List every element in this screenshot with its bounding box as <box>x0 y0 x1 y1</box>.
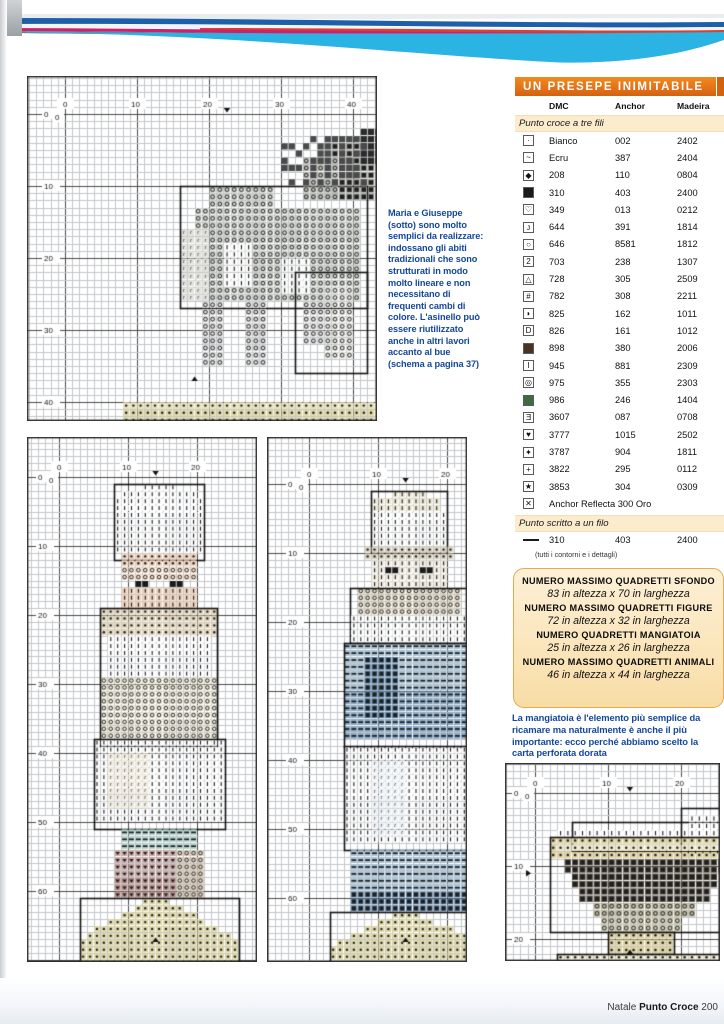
legend-row <box>515 340 724 357</box>
legend-dmc: 703 <box>549 256 565 267</box>
legend-madeira: 2509 <box>677 274 698 285</box>
footer-prefix: Natale <box>607 1002 640 1013</box>
legend-section-cross-stitch: Punto croce a tre fili <box>515 115 724 132</box>
legend-dmc: 975 <box>549 377 565 388</box>
count-value: 25 in altezza x 26 in larghezza <box>547 642 690 654</box>
legend-symbol-diamond-icon: ◆ <box>515 170 549 181</box>
legend-madeira: 1307 <box>677 256 698 267</box>
legend-madeira: 2402 <box>677 135 698 146</box>
legend-row <box>515 495 724 512</box>
legend-dmc: 898 <box>549 343 565 354</box>
legend-symbol-bullet-icon <box>515 343 549 354</box>
legend-symbol-triangle-icon: △ <box>515 274 549 285</box>
count-value: 72 in altezza x 32 in larghezza <box>547 615 690 627</box>
legend-row <box>515 374 724 391</box>
legend-anchor: 904 <box>615 446 631 457</box>
backstitch-line-icon <box>515 535 549 546</box>
legend-anchor: 246 <box>615 395 631 406</box>
legend-dmc: Anchor Reflecta 300 Oro <box>549 498 652 509</box>
legend-anchor: 391 <box>615 222 631 233</box>
legend-col-symbol <box>515 101 549 111</box>
legend-dmc: 825 <box>549 308 565 319</box>
legend-symbol-tilde-icon: ~ <box>515 152 549 163</box>
counts-rows <box>518 575 719 682</box>
legend-madeira: 1404 <box>677 395 698 406</box>
page-bottom-fade <box>0 978 724 1024</box>
legend-symbol-heart-open-icon: ♡ <box>524 205 533 215</box>
legend-dmc: 349 <box>549 204 565 215</box>
legend-symbol-h-bar-icon <box>515 395 549 406</box>
legend-anchor: 308 <box>615 291 631 302</box>
legend-madeira: 2211 <box>677 291 697 302</box>
footer-year: 200 <box>698 1002 718 1013</box>
legend-madeira: 2309 <box>677 360 698 371</box>
legend-symbol-d-icon: D <box>515 325 549 336</box>
legend-row <box>515 218 724 235</box>
legend-dmc: 3607 <box>549 412 570 423</box>
legend-dmc: 3853 <box>549 481 570 492</box>
legend-row-backstitch <box>515 532 724 549</box>
legend-dmc: 208 <box>549 170 565 181</box>
legend-title-text: UN PRESEPE INIMITABILE <box>523 81 704 93</box>
legend-symbol-x-icon: ✕ <box>515 498 549 509</box>
legend-madeira: 1012 <box>677 325 698 336</box>
legend-symbol-heart-full-icon: ♥ <box>515 429 549 440</box>
legend-symbol-star-icon: ★ <box>524 482 533 492</box>
legend-madeira: 1011 <box>677 308 697 319</box>
legend-madeira: 2400 <box>677 187 698 198</box>
legend-anchor: 403 <box>615 187 631 198</box>
legend-row <box>515 322 724 339</box>
backstitch-anchor: 403 <box>615 535 631 546</box>
legend-row <box>515 305 724 322</box>
legend-symbol-hash-icon: # <box>515 291 549 302</box>
backstitch-madeira: 2400 <box>677 535 698 546</box>
legend-row <box>515 149 724 166</box>
legend-anchor: 161 <box>615 325 631 336</box>
decorative-header-banner <box>0 0 724 72</box>
legend-symbol-diamond2-icon: ✦ <box>515 446 549 457</box>
count-heading: NUMERO MASSIMO QUADRETTI ANIMALI <box>522 657 715 667</box>
legend-symbol-half-fill-icon: ◗ <box>515 308 549 319</box>
count-value: 83 in altezza x 70 in larghezza <box>547 588 690 600</box>
legend-row <box>515 443 724 460</box>
legend-symbol-filled-sq-icon <box>515 187 549 198</box>
counts-box <box>513 568 724 708</box>
legend-row <box>515 236 724 253</box>
legend-dmc: 945 <box>549 360 565 371</box>
legend-col-anchor: Anchor <box>615 101 646 111</box>
legend-symbol-e-glyph-icon: Ǝ <box>515 412 549 423</box>
legend-row <box>515 391 724 408</box>
legend-col-dmc: DMC <box>549 101 569 111</box>
legend-madeira: 2404 <box>677 152 698 163</box>
legend-anchor: 1015 <box>615 429 636 440</box>
legend-row <box>515 270 724 287</box>
legend-anchor: 8581 <box>615 239 636 250</box>
legend-dmc: 3777 <box>549 429 570 440</box>
legend-symbol-target-icon: ◎ <box>515 377 549 388</box>
legend-madeira: 0309 <box>677 481 698 492</box>
legend-anchor: 380 <box>615 343 631 354</box>
legend-title <box>515 77 724 96</box>
legend-row <box>515 184 724 201</box>
legend-madeira: 2303 <box>677 377 698 388</box>
legend-dmc: Bianco <box>549 135 578 146</box>
count-value: 46 in altezza x 44 in larghezza <box>547 669 690 681</box>
legend-col-madeira: Madeira <box>677 101 710 111</box>
legend-madeira: 0804 <box>677 170 698 181</box>
legend-row <box>515 167 724 184</box>
note-manger: La mangiatoia è l'elemento più semplice da ricamare ma naturalmente è anche il più importante: ecco perché abbiamo scelto la carta perforata dorata <box>512 712 701 759</box>
legend-title-tick <box>716 77 724 96</box>
chart-maria[interactable] <box>27 437 257 962</box>
legend-anchor: 387 <box>615 152 631 163</box>
count-heading: NUMERO QUADRETTI MANGIATOIA <box>536 630 701 640</box>
backstitch-note: (tutti i contorni e i dettagli) <box>535 549 618 559</box>
note-figures: Maria e Giuseppe (sotto) sono molto semplici da realizzare: indossano gli abiti tradizionali che sono strutturati in modo molto lineare e non necessitano di frequenti cambi di colore. L'asinello può essere riutilizzato anche in altri lavori accanto al bue (schema a pagina 37) <box>388 208 484 369</box>
chart-giuseppe[interactable] <box>267 437 467 962</box>
legend-symbol-plus-icon: + <box>515 464 549 475</box>
count-heading: NUMERO MASSIMO QUADRETTI SFONDO <box>522 576 715 586</box>
legend-symbol-dot-icon: · <box>515 135 549 146</box>
legend-symbol-two-icon: 2 <box>515 256 549 267</box>
backstitch-dmc: 310 <box>549 535 565 546</box>
legend-row <box>515 409 724 426</box>
legend-madeira: 1811 <box>677 446 697 457</box>
legend-madeira: 2502 <box>677 429 698 440</box>
legend-row <box>515 478 724 495</box>
legend-madeira: 0212 <box>677 204 698 215</box>
legend-dmc: Ecru <box>549 152 569 163</box>
legend-dmc: 3822 <box>549 464 570 475</box>
page-left-edge-shadow <box>0 0 7 1024</box>
legend-anchor: 087 <box>615 412 631 423</box>
legend-row <box>515 288 724 305</box>
legend-dmc: 986 <box>549 395 565 406</box>
legend-row <box>515 132 724 149</box>
legend-dmc: 644 <box>549 222 565 233</box>
legend-anchor: 355 <box>615 377 631 388</box>
legend-anchor: 304 <box>615 481 631 492</box>
legend-anchor: 305 <box>615 274 631 285</box>
legend-madeira: 1814 <box>677 222 698 233</box>
header-swoosh-graphic <box>0 0 724 72</box>
legend-anchor: 013 <box>615 204 631 215</box>
legend-dmc: 826 <box>549 325 565 336</box>
legend-anchor: 881 <box>615 360 631 371</box>
legend-symbol-bar-i-icon: I <box>515 360 549 371</box>
legend-madeira: 1812 <box>677 239 698 250</box>
legend-rows <box>515 132 724 513</box>
legend-anchor: 295 <box>615 464 631 475</box>
legend-anchor: 238 <box>615 256 631 267</box>
legend-symbol-circle-icon: ○ <box>515 239 549 250</box>
legend-dmc: 3787 <box>549 446 570 457</box>
chart-mangiatoia[interactable] <box>505 763 720 961</box>
legend-panel <box>515 77 724 562</box>
chart-donkey[interactable] <box>27 76 377 421</box>
legend-dmc: 646 <box>549 239 565 250</box>
legend-column-headers <box>515 96 724 115</box>
count-heading: NUMERO MASSIMO QUADRETTI FIGURE <box>524 603 713 613</box>
legend-anchor: 162 <box>615 308 631 319</box>
legend-row <box>515 461 724 478</box>
legend-section-backstitch: Punto scritto a un filo <box>515 515 724 532</box>
legend-symbol-j-icon: ᴊ <box>515 222 549 233</box>
legend-row <box>515 201 724 218</box>
footer-title: Punto Croce <box>639 1002 699 1013</box>
legend-madeira: 0708 <box>677 412 698 423</box>
legend-row <box>515 426 724 443</box>
legend-dmc: 310 <box>549 187 565 198</box>
legend-madeira: 0112 <box>677 464 697 475</box>
legend-row <box>515 253 724 270</box>
legend-dmc: 782 <box>549 291 565 302</box>
footer-credit <box>607 1002 718 1013</box>
legend-anchor: 110 <box>615 170 630 181</box>
legend-dmc: 728 <box>549 274 565 285</box>
legend-madeira: 2006 <box>677 343 698 354</box>
legend-anchor: 002 <box>615 135 631 146</box>
legend-row <box>515 357 724 374</box>
